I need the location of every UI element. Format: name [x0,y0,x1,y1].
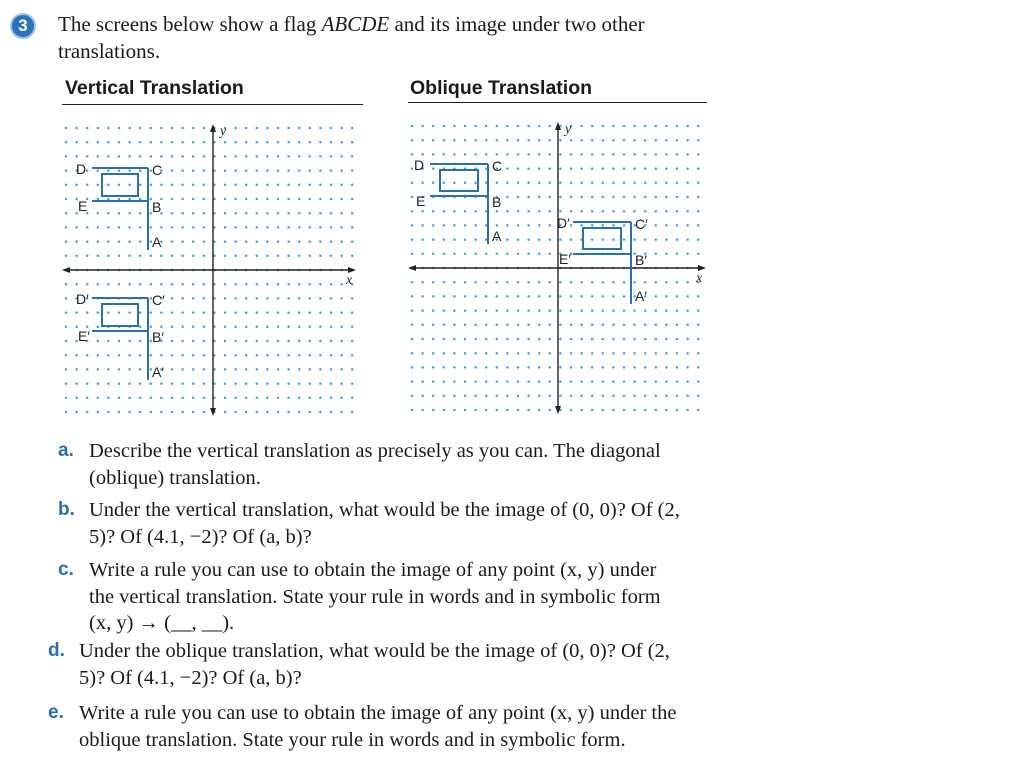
vertical-translation-graph [60,118,366,420]
question-letter: d. [48,640,65,661]
question-text: Write a rule you can use to obtain the image of any point (x, y) under the vertical translation. State your rule in words and in symbolic form (x, y) → (__, __). [89,559,661,634]
flag-image [557,215,648,304]
question-c [58,557,738,637]
question-letter: b. [58,499,75,520]
label-d: D′ [557,215,570,231]
question-d [48,638,728,691]
flag-abcde [414,157,502,244]
question-letter: c. [58,559,74,580]
label-d: D [76,161,87,177]
label-b: B′ [152,329,164,345]
flag-box [440,170,478,191]
flag-image [76,291,165,380]
problem-intro [58,11,718,65]
question-letter: e. [48,702,64,723]
oblique-heading-rule [408,102,707,103]
problem-number-badge: 3 [10,13,36,39]
x-axis-left-arrow [62,267,70,273]
label-b: B [492,194,502,210]
label-a: A′ [152,364,164,380]
question-e [48,700,728,753]
y-axis-label: y [565,122,572,137]
vertical-heading-rule [62,104,363,105]
label-d: D [414,157,425,173]
question-text: Write a rule you can use to obtain the image of any point (x, y) under the oblique translation. State your rule in words and in symbolic form. [79,702,677,751]
intro-text-start: The screens below show a flag [58,12,322,36]
label-d: D′ [76,291,89,307]
question-text: Under the vertical translation, what would be the image of (0, 0)? Of (2, 5)? Of (4.1, −2)? Of (a, b)? [89,499,680,548]
flag-name: ABCDE [321,12,390,36]
vertical-translation-heading: Vertical Translation [65,77,244,99]
question-text: Describe the vertical translation as precisely as you can. The diagonal (oblique) translation. [89,440,661,489]
flag-abcde [76,161,162,250]
label-e: E′ [559,251,571,267]
label-a: A′ [635,288,647,304]
flag-box [102,304,138,326]
label-a: A [152,234,162,250]
label-c: C [152,162,163,178]
label-e: E [416,193,426,209]
question-b [58,497,738,550]
label-e: E [78,198,88,214]
y-axis-label: y [220,124,227,139]
label-e: E′ [78,328,90,344]
label-b: B′ [635,252,647,268]
intro-text-end: and its image under two other translations. [58,12,645,63]
label-b: B [152,199,162,215]
oblique-translation-heading: Oblique Translation [410,77,593,99]
label-c: C′ [152,292,165,308]
label-a: A [492,228,502,244]
x-axis-left-arrow [408,265,416,271]
question-letter: a. [58,440,74,461]
question-a [58,438,738,491]
label-c: C′ [635,216,648,232]
label-c: C [492,158,503,174]
flag-box [583,228,621,249]
x-axis-label: x [696,271,703,286]
x-axis-label: x [346,273,353,288]
oblique-translation-graph [406,116,712,418]
question-text: Under the oblique translation, what would be the image of (0, 0)? Of (2, 5)? Of (4.1, −2)? Of (a, b)? [79,640,670,689]
